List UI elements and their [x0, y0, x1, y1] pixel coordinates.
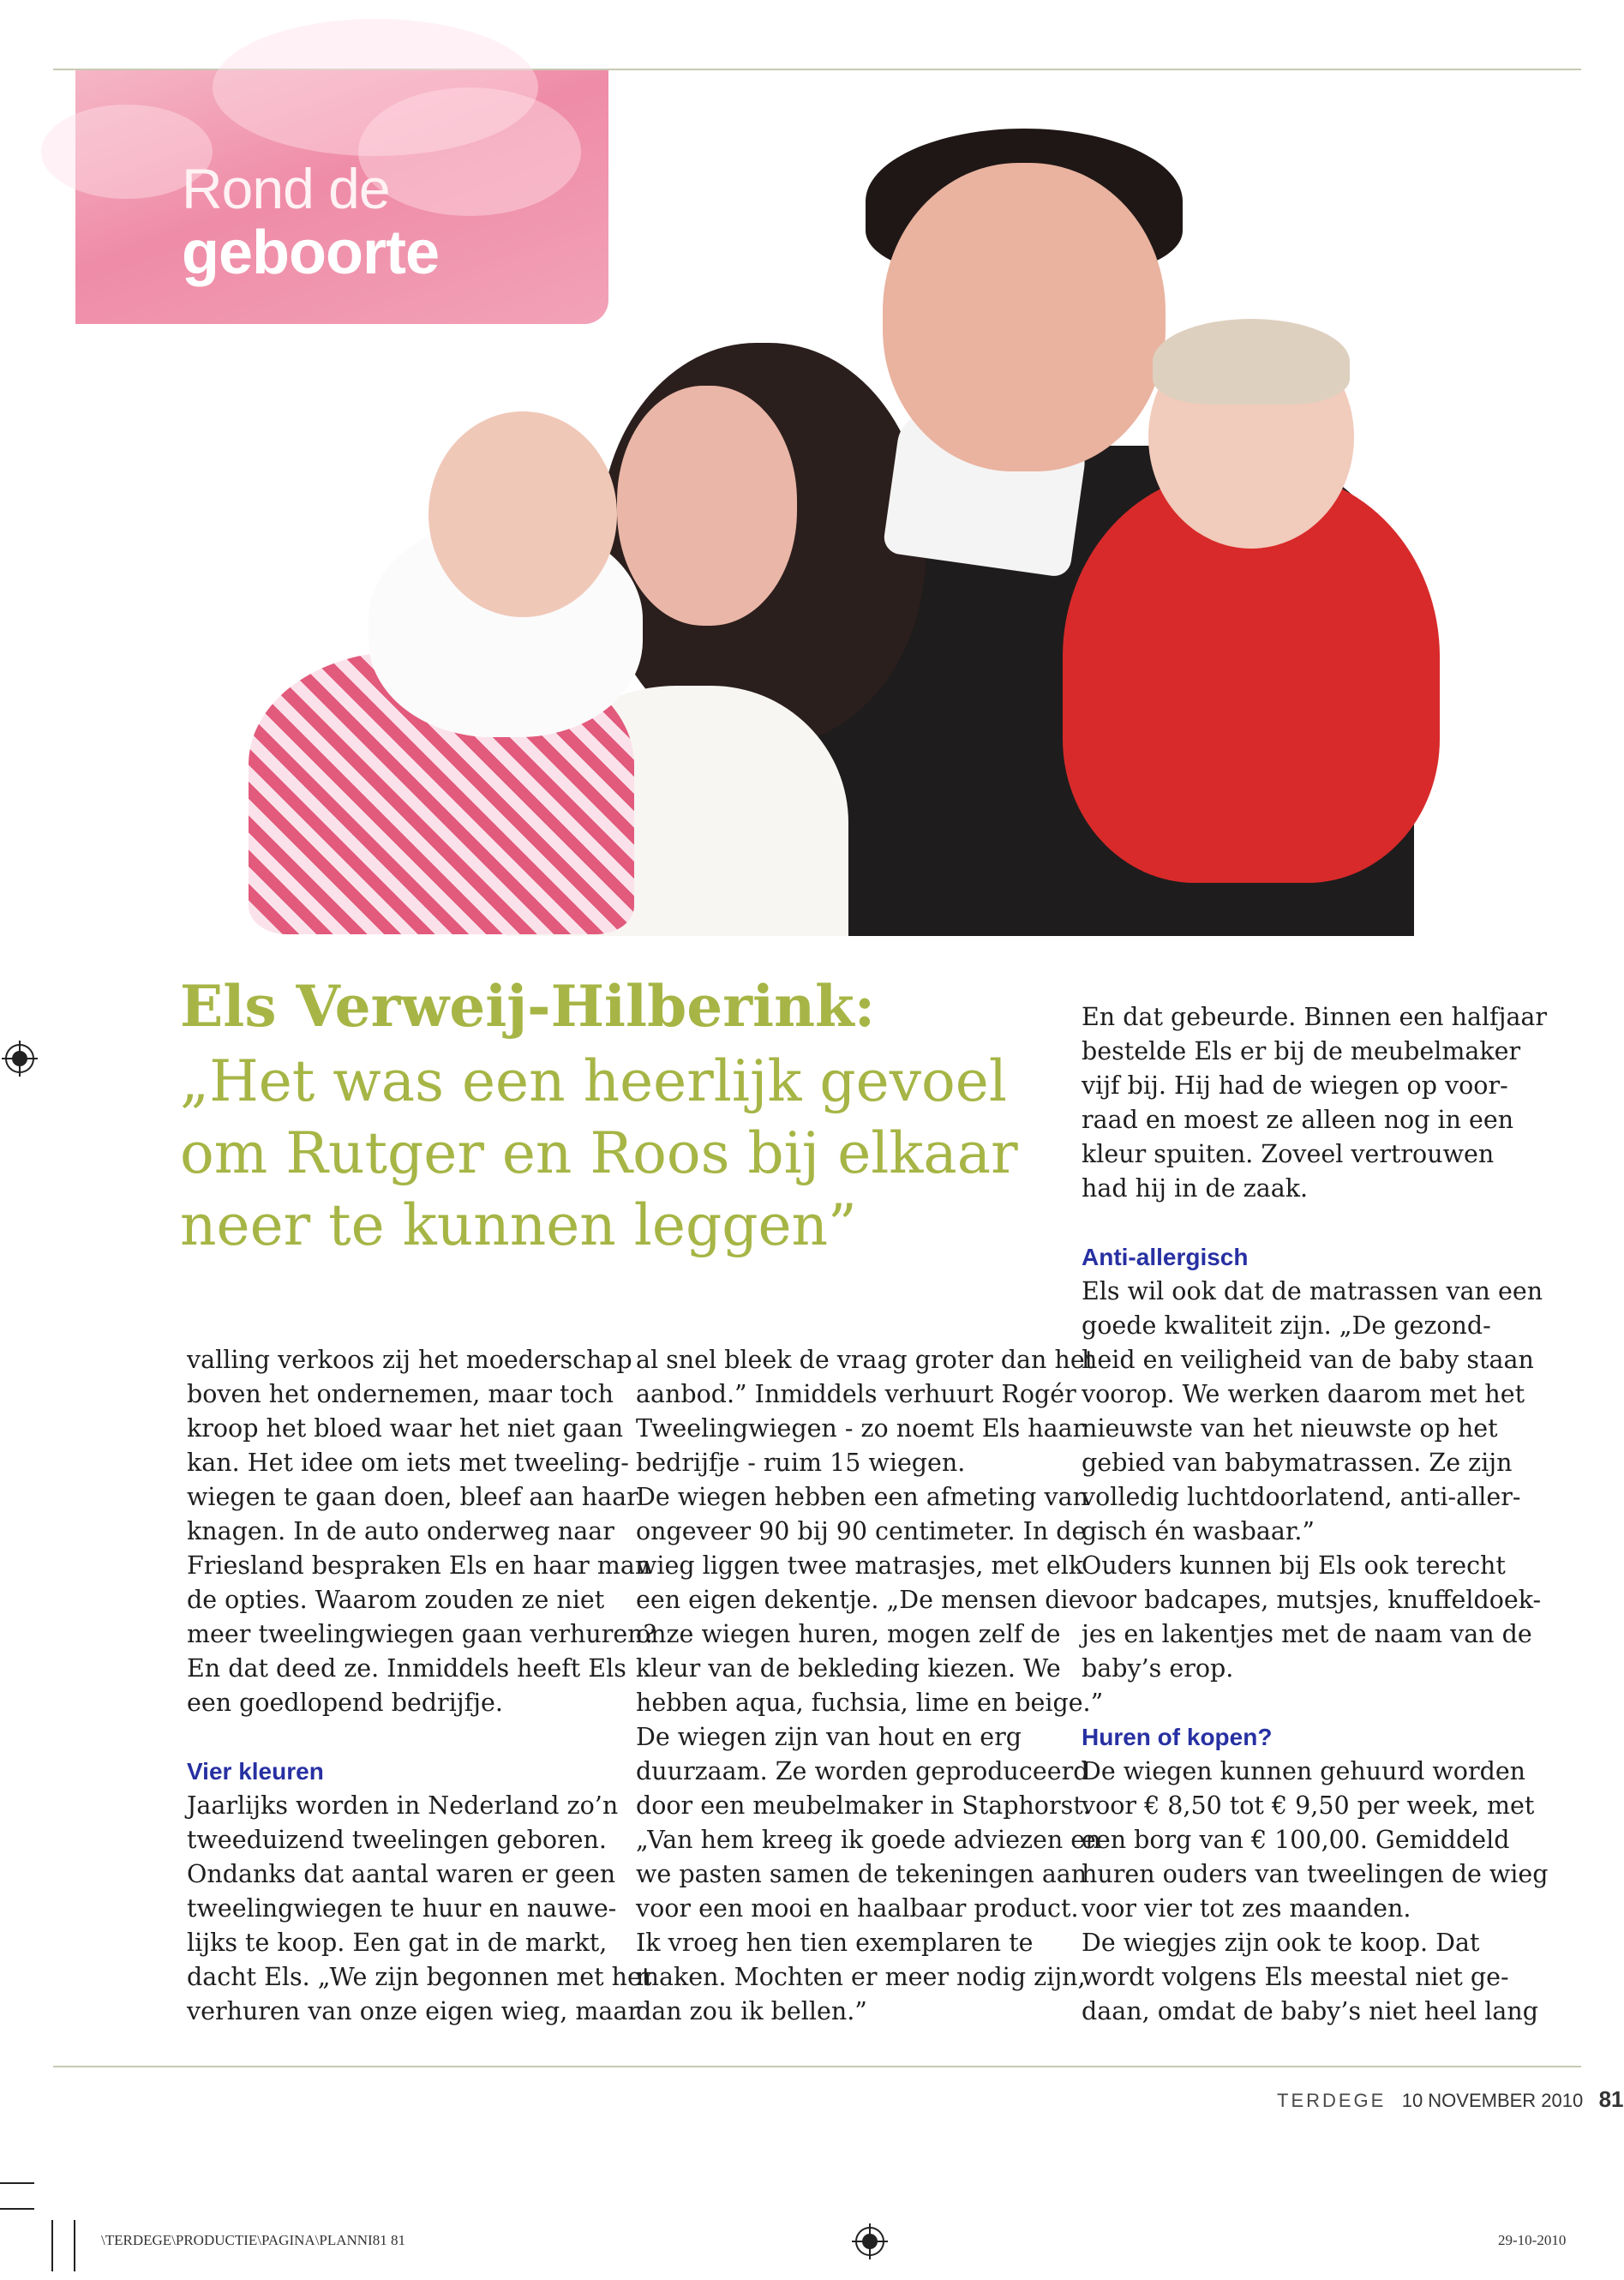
issue-date: 10 NOVEMBER 2010: [1401, 2090, 1584, 2111]
text-line: baby’s erop.: [1082, 1654, 1234, 1683]
quote-line: neer te kunnen leggen”: [180, 1192, 857, 1258]
text-line: wieg liggen twee matrasjes, met elk: [636, 1551, 1084, 1580]
text-line: volledig luchtdoorlatend, anti-aller-: [1082, 1483, 1521, 1511]
baby-boy-hair: [1153, 319, 1350, 405]
text-line: De wiegen hebben een afmeting van: [636, 1483, 1088, 1511]
text-line: meer tweelingwiegen gaan verhuren?: [187, 1620, 656, 1648]
text-line: jes en lakentjes met de naam van de: [1082, 1620, 1532, 1648]
section-banner: [75, 70, 608, 324]
text-line: bestelde Els er bij de meubelmaker: [1082, 1037, 1521, 1065]
crop-mark: [51, 2220, 53, 2271]
text-line: valling verkoos zij het moederschap: [187, 1346, 632, 1374]
text-line: Ondanks dat aantal waren er geen: [187, 1860, 616, 1888]
text-line: En dat deed ze. Inmiddels heeft Els: [187, 1654, 626, 1683]
banner-title-line2: geboorte: [182, 219, 440, 287]
text-line: nieuwste van het nieuwste op het: [1082, 1414, 1498, 1443]
text-line: onze wiegen huren, mogen zelf de: [636, 1620, 1061, 1648]
text-line: dan zou ik bellen.”: [636, 1997, 867, 2025]
text-line: een eigen dekentje. „De mensen die: [636, 1586, 1083, 1614]
text-line: een goedlopend bedrijfje.: [187, 1689, 503, 1717]
text-line: aanbod.” Inmiddels verhuurt Rogér: [636, 1380, 1076, 1408]
text-line: heid en veiligheid van de baby staan: [1082, 1346, 1534, 1374]
text-line: vijf bij. Hij had de wiegen op voor-: [1082, 1071, 1508, 1100]
text-line: een borg van € 100,00. Gemiddeld: [1082, 1826, 1510, 1854]
headline-name: Els Verweij-Hilberink:: [180, 973, 876, 1040]
text-line: boven het ondernemen, maar toch: [187, 1380, 614, 1408]
subhead-huren-of-kopen: Huren of kopen?: [1082, 1724, 1273, 1750]
subhead-vier-kleuren: Vier kleuren: [187, 1758, 324, 1785]
page-number: 81: [1598, 2086, 1624, 2112]
baby-girl-face: [428, 411, 617, 617]
magazine-name: TERDEGE: [1277, 2090, 1387, 2111]
text-line: kleur spuiten. Zoveel vertrouwen: [1082, 1140, 1495, 1168]
text-line: gisch én wasbaar.”: [1082, 1517, 1315, 1545]
text-line: En dat gebeurde. Binnen een halfjaar: [1082, 1003, 1548, 1031]
text-line: Els wil ook dat de matrassen van een: [1082, 1277, 1543, 1305]
text-line: knagen. In de auto onderweg naar: [187, 1517, 614, 1545]
text-line: al snel bleek de vraag groter dan het: [636, 1346, 1095, 1374]
text-line: tweelingwiegen te huur en nauwe-: [187, 1894, 617, 1923]
text-line: de opties. Waarom zouden ze niet: [187, 1586, 605, 1614]
text-line: raad en moest ze alleen nog in een: [1082, 1106, 1514, 1134]
text-line: bedrijfje - ruim 15 wiegen.: [636, 1449, 966, 1477]
text-line: De wiegjes zijn ook te koop. Dat: [1082, 1929, 1480, 1957]
text-line: tweeduizend tweelingen geboren.: [187, 1826, 607, 1854]
mother-face: [617, 386, 797, 626]
text-line: voor badcapes, mutsjes, knuffeldoek-: [1082, 1586, 1542, 1614]
page-footer: [1277, 2086, 1624, 2113]
text-line: lijks te koop. Een gat in de markt,: [187, 1929, 608, 1957]
quote-line: om Rutger en Roos bij elkaar: [180, 1120, 1018, 1186]
text-line: Tweelingwiegen - zo noemt Els haar: [636, 1414, 1085, 1443]
text-line: had hij in de zaak.: [1082, 1174, 1309, 1203]
text-line: wordt volgens Els meestal niet ge-: [1082, 1963, 1509, 1991]
text-line: voorop. We werken daarom met het: [1082, 1380, 1525, 1408]
text-line: „Van hem kreeg ik goede adviezen en: [636, 1826, 1101, 1854]
crop-mark: [0, 2208, 34, 2210]
quote-line: „Het was een heerlijk gevoel: [180, 1048, 1007, 1114]
crop-mark: [0, 2182, 34, 2184]
text-line: voor € 8,50 tot € 9,50 per week, met: [1082, 1791, 1535, 1820]
text-line: daan, omdat de baby’s niet heel lang: [1082, 1997, 1538, 2025]
registration-mark-icon: [5, 1044, 34, 1073]
text-line: duurzaam. Ze worden geproduceerd: [636, 1757, 1089, 1785]
text-line: Friesland bespraken Els en haar man: [187, 1551, 651, 1580]
text-line: De wiegen zijn van hout en erg: [636, 1723, 1022, 1751]
subhead-anti-allergisch: Anti-allergisch: [1082, 1244, 1249, 1270]
text-line: gebied van babymatrassen. Ze zijn: [1082, 1449, 1513, 1477]
bottom-rule: [53, 2066, 1581, 2067]
text-line: maken. Mochten er meer nodig zijn,: [636, 1963, 1086, 1991]
banner-title-line1: Rond de: [182, 157, 390, 220]
text-line: goede kwaliteit zijn. „De gezond-: [1082, 1311, 1491, 1340]
text-line: kroop het bloed waar het niet gaan: [187, 1414, 624, 1443]
text-line: door een meubelmaker in Staphorst.: [636, 1791, 1091, 1820]
text-line: Ouders kunnen bij Els ook terecht: [1082, 1551, 1506, 1580]
article-column-3: [1082, 1000, 1549, 2029]
text-line: ongeveer 90 bij 90 centimeter. In de: [636, 1517, 1087, 1545]
headline-quote: [180, 1046, 1018, 1262]
text-line: kleur van de bekleding kiezen. We: [636, 1654, 1061, 1683]
print-slug-date: 29-10-2010: [1498, 2232, 1567, 2248]
crop-mark: [74, 2220, 75, 2271]
text-line: hebben aqua, fuchsia, lime en beige.”: [636, 1689, 1104, 1717]
text-line: voor vier tot zes maanden.: [1082, 1894, 1411, 1923]
text-line: we pasten samen de tekeningen aan: [636, 1860, 1088, 1888]
text-line: Jaarlijks worden in Nederland zo’n: [187, 1791, 619, 1820]
text-line: voor een mooi en haalbaar product.: [636, 1894, 1079, 1923]
text-line: wiegen te gaan doen, bleef aan haar: [187, 1483, 638, 1511]
text-line: De wiegen kunnen gehuurd worden: [1082, 1757, 1526, 1785]
text-line: Ik vroeg hen tien exemplaren te: [636, 1929, 1034, 1957]
text-line: verhuren van onze eigen wieg, maar: [187, 1997, 640, 2025]
registration-mark-icon: [855, 2227, 884, 2256]
article-column-2: [636, 1343, 1104, 2029]
article-column-1: [187, 1343, 656, 2029]
text-line: kan. Het idee om iets met tweeling-: [187, 1449, 629, 1477]
father-face: [883, 163, 1166, 471]
text-line: huren ouders van tweelingen de wieg: [1082, 1860, 1549, 1888]
print-slug-path: \TERDEGE\PRODUCTIE\PAGINA\PLANNI81 81: [101, 2232, 405, 2248]
text-line: dacht Els. „We zijn begonnen met het: [187, 1963, 652, 1991]
